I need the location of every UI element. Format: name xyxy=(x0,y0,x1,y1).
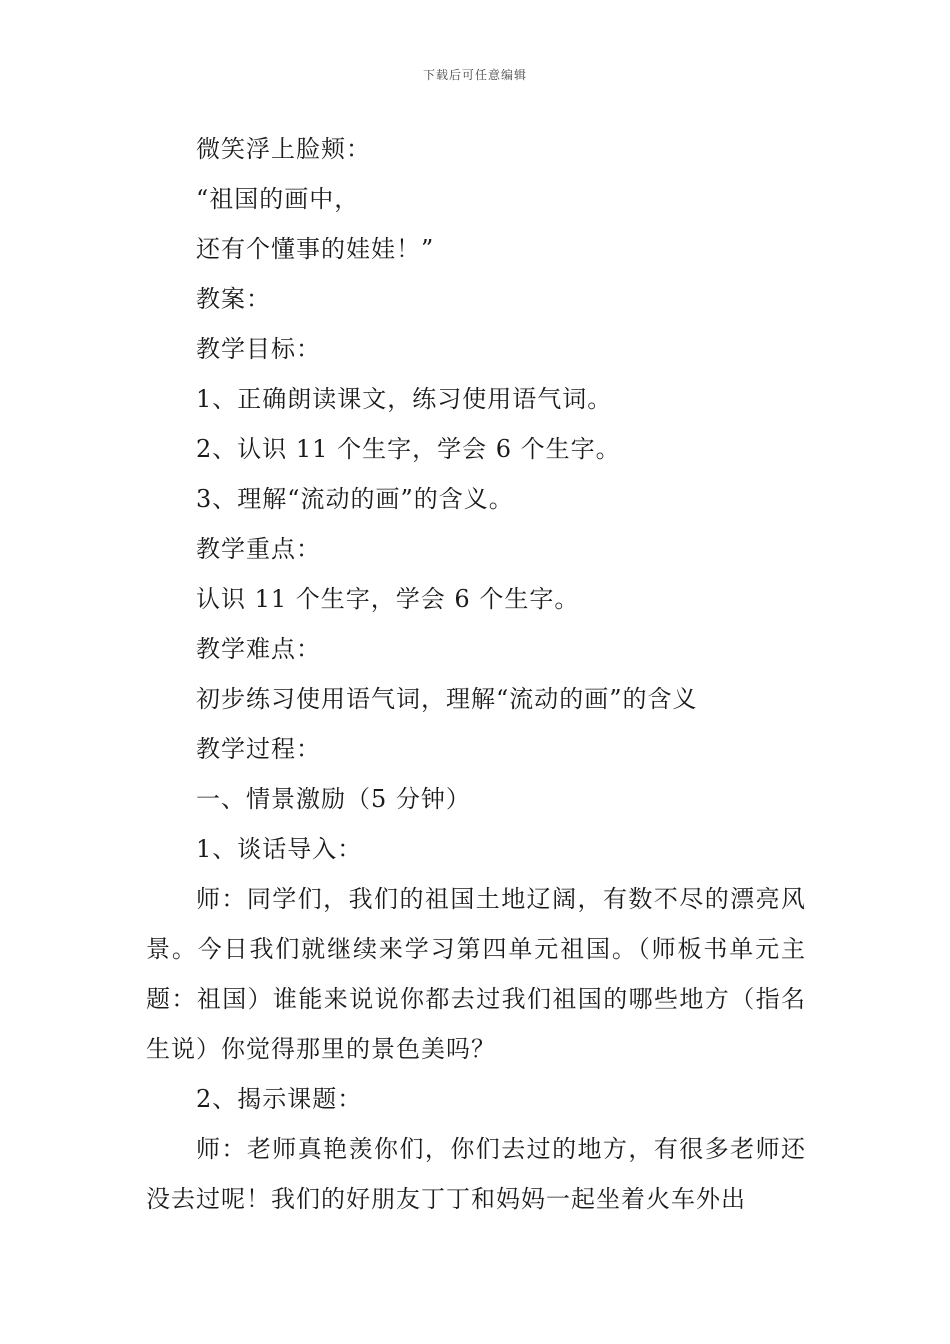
text-line: “祖国的画中， xyxy=(196,185,360,213)
list-item: 1、正确朗读课文，练习使用语气词。 xyxy=(196,385,613,413)
section-heading: 教学目标： xyxy=(196,335,321,363)
text-line: 还有个懂事的娃娃！” xyxy=(196,235,435,263)
list-item: 2、认识 11 个生字，学会 6 个生字。 xyxy=(196,435,621,463)
text-line: 初步练习使用语气词，理解“流动的画”的含义 xyxy=(196,685,698,713)
section-heading: 教案： xyxy=(196,285,271,313)
section-heading: 教学过程： xyxy=(196,735,321,763)
section-heading: 一、情景激励（5 分钟） xyxy=(196,785,471,813)
section-heading: 教学难点： xyxy=(196,635,321,663)
text-line: 1、谈话导入： xyxy=(196,835,363,863)
text-line: 微笑浮上脸颊： xyxy=(196,135,371,163)
list-item: 3、理解“流动的画”的含义。 xyxy=(196,485,514,513)
text-line: 2、揭示课题： xyxy=(196,1085,363,1113)
document-body xyxy=(146,124,806,1224)
page-header: 下载后可任意编辑 xyxy=(422,68,527,82)
body-paragraph: 师：同学们，我们的祖国土地辽阔，有数不尽的漂亮风景。今日我们就继续来学习第四单元祖国。（师板书单元主题：祖国）谁能来说说你都去过我们祖国的哪些地方（指名生说）你觉得那里的景色美吗？ xyxy=(146,885,806,1063)
text-line: 认识 11 个生字，学会 6 个生字。 xyxy=(196,585,580,613)
section-heading: 教学重点： xyxy=(196,535,321,563)
body-paragraph: 师：老师真艳羡你们，你们去过的地方，有很多老师还没去过呢！我们的好朋友丁丁和妈妈一起坐着火车外出 xyxy=(146,1135,806,1213)
